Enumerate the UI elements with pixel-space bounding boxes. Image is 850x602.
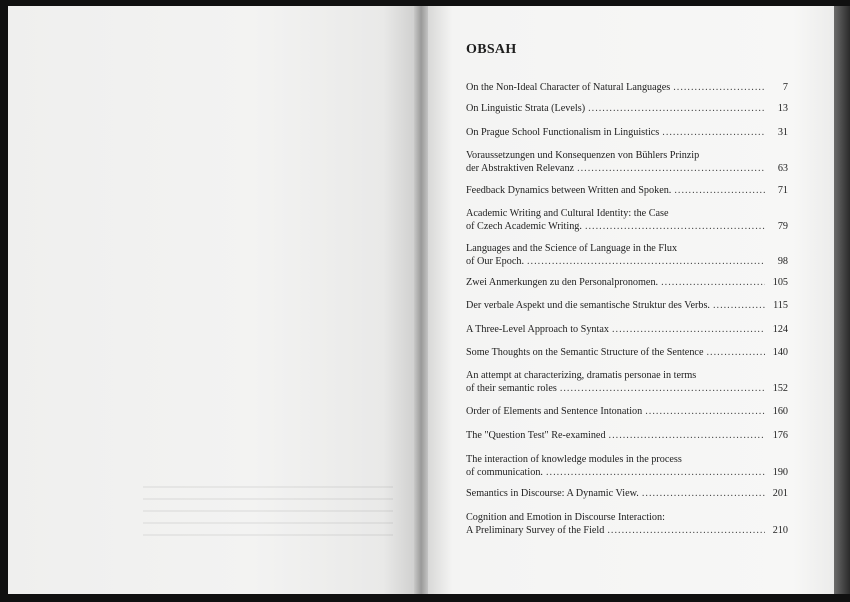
toc-line: [466, 406, 788, 419]
toc-line: [466, 300, 788, 313]
toc-line: [466, 221, 788, 234]
leader-dots: [645, 406, 765, 419]
toc-title: Some Thoughts on the Semantic Structure of the Sentence: [466, 347, 704, 358]
toc-line: [466, 103, 788, 116]
toc-page-number: 160: [772, 406, 788, 417]
toc-line: [466, 347, 788, 360]
toc-page-number: 201: [772, 488, 788, 499]
toc-title: Der verbale Aspekt und die semantische Struktur des Verbs.: [466, 300, 710, 311]
leader-dots: [527, 256, 765, 269]
toc-page-number: 210: [772, 524, 788, 536]
leader-dots: [713, 300, 765, 313]
toc-entry-2: [466, 103, 788, 116]
toc-title: Zwei Anmerkungen zu den Personalpronomen.: [466, 277, 659, 288]
toc-page-number: 140: [772, 347, 788, 358]
toc-page-number: 190: [772, 466, 788, 478]
toc-entry-3: [466, 127, 788, 140]
toc-page-number: 115: [773, 300, 788, 311]
leader-dots: [585, 221, 765, 234]
page-edge-shadow: [834, 6, 850, 594]
leader-dots: [546, 467, 765, 480]
toc-line: [466, 324, 788, 337]
toc-entry-4: [466, 150, 788, 175]
toc-page-number: 63: [777, 162, 788, 174]
toc-line: [466, 467, 788, 480]
toc-page-number: 98: [777, 255, 788, 267]
toc-line: [466, 163, 788, 176]
leader-dots: [706, 347, 765, 360]
toc-line: [466, 82, 788, 95]
toc-entry-14: [466, 430, 788, 443]
toc-title: of Our Epoch.: [466, 255, 524, 267]
toc-page-number: 105: [772, 277, 788, 288]
toc-title-line: The interaction of knowledge modules in the process: [466, 454, 682, 465]
leader-dots: [661, 277, 765, 290]
toc-entry-7: [466, 243, 788, 268]
toc-title-line: An attempt at characterizing, dramatis personae in terms: [466, 370, 697, 381]
toc-page-number: 176: [772, 430, 788, 441]
leader-dots: [607, 525, 765, 538]
toc-title: of their semantic roles: [466, 382, 557, 394]
leader-dots: [674, 185, 765, 198]
toc-entry-11: [466, 347, 788, 360]
leader-dots: [642, 488, 765, 501]
leader-dots: [662, 127, 765, 140]
toc-title: of communication.: [466, 466, 543, 478]
toc-page-number: 31: [777, 127, 788, 138]
toc-title: On Prague School Functionalism in Linguistics: [466, 127, 660, 138]
toc-entry-10: [466, 324, 788, 337]
toc-entry-12: [466, 370, 788, 395]
toc-page-number: 7: [782, 82, 788, 93]
toc-entry-1: [466, 82, 788, 95]
leader-dots: [577, 163, 765, 176]
toc-title: The "Question Test" Re-examined: [466, 430, 606, 441]
toc-title: Order of Elements and Sentence Intonation: [466, 406, 643, 417]
toc-line: [466, 383, 788, 396]
toc-title: A Preliminary Survey of the Field: [466, 524, 605, 536]
toc-entry-5: [466, 185, 788, 198]
toc-line: [466, 256, 788, 269]
toc-line: [466, 277, 788, 290]
toc-title: Feedback Dynamics between Written and Spoken.: [466, 185, 672, 196]
toc-title: A Three-Level Approach to Syntax: [466, 324, 609, 335]
toc-entry-9: [466, 300, 788, 313]
toc-entry-16: [466, 488, 788, 501]
toc-title: of Czech Academic Writing.: [466, 220, 582, 232]
toc-page-number: 13: [777, 103, 788, 114]
leader-dots: [560, 383, 765, 396]
toc-entry-17: [466, 512, 788, 537]
leader-dots: [673, 82, 765, 95]
bleed-through-texture: [143, 476, 393, 536]
toc-entry-8: [466, 277, 788, 290]
toc-page-number: 124: [772, 324, 788, 335]
toc-page-number: 79: [777, 220, 788, 232]
toc-page-number: 152: [772, 382, 788, 394]
toc-title: On Linguistic Strata (Levels): [466, 103, 586, 114]
leader-dots: [612, 324, 765, 337]
toc-entry-15: [466, 454, 788, 479]
leader-dots: [609, 430, 765, 443]
toc-title: der Abstraktiven Relevanz: [466, 162, 575, 174]
toc-line: [466, 127, 788, 140]
toc-line: [466, 185, 788, 198]
toc-page-number: 71: [777, 185, 788, 196]
toc-title-line: Languages and the Science of Language in the Flux: [466, 243, 678, 254]
toc-line: [466, 488, 788, 501]
toc-entry-6: [466, 208, 788, 233]
toc-line: [466, 525, 788, 538]
toc-title-line: Cognition and Emotion in Discourse Interaction:: [466, 512, 665, 523]
contents-heading: OBSAH: [466, 42, 517, 57]
toc-line: [466, 430, 788, 443]
toc-title: On the Non-Ideal Character of Natural Languages: [466, 82, 671, 93]
left-page-blank: [8, 6, 416, 594]
toc-title-line: Voraussetzungen und Konsequenzen von Bühlers Prinzip: [466, 150, 700, 161]
toc-title: Semantics in Discourse: A Dynamic View.: [466, 488, 639, 499]
toc-title-line: Academic Writing and Cultural Identity: the Case: [466, 208, 669, 219]
leader-dots: [588, 103, 765, 116]
toc-entry-13: [466, 406, 788, 419]
